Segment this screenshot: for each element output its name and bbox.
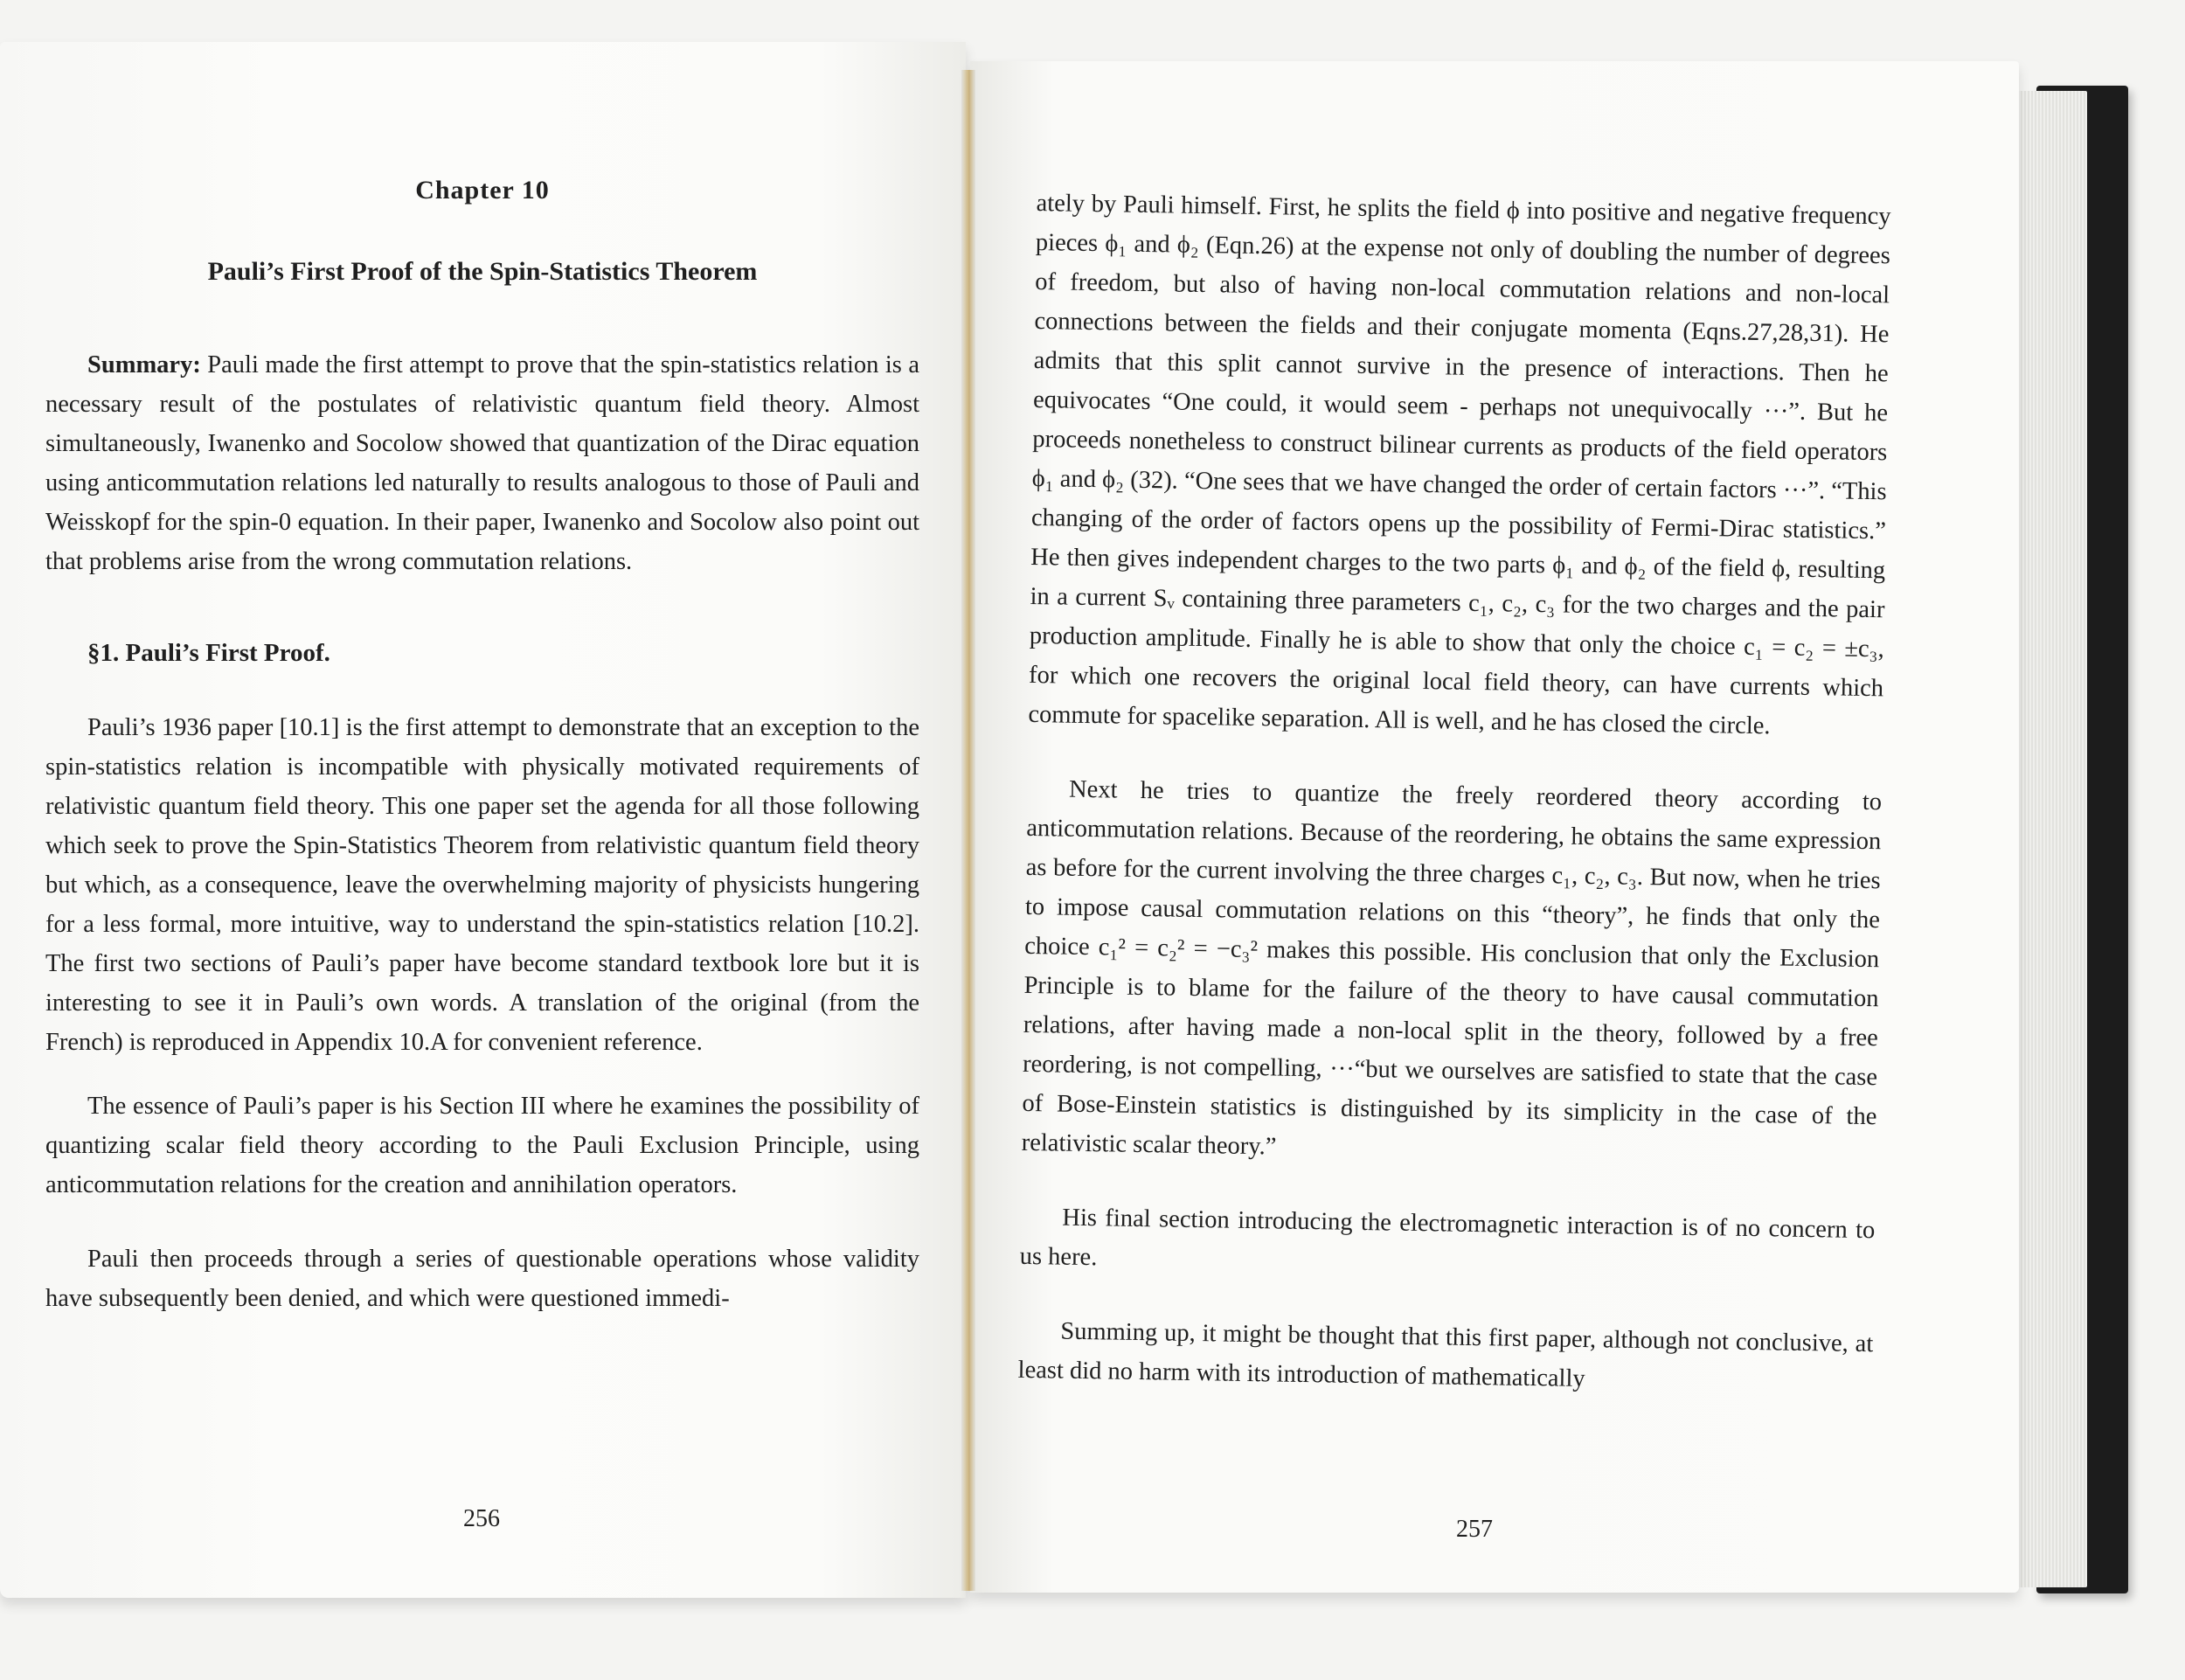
- section-heading: §1. Pauli’s First Proof.: [87, 639, 330, 667]
- summary-text: Pauli made the first attempt to prove that the spin-statistics relation is a necessary result of the postulates of relativistic quantum field theory. Almost simultaneously, Iwanenko and Socolow showed that quantization of the Dirac equation using anticommutation relations led naturally to results analogous to those of Pauli and Weisskopf for the spin-0 equation. In their paper, Iwanenko and Socolow also point out that problems arise from the wrong commutation relations.: [45, 351, 919, 575]
- chapter-label: Chapter 10: [415, 176, 550, 205]
- paragraph: Summing up, it might be thought that this first paper, although not conclusive, at least did no harm with its introduction of mathematically: [1017, 1317, 1874, 1393]
- left-page-text: [45, 170, 919, 1318]
- right-page-text: [1017, 184, 1891, 1403]
- summary-label: Summary:: [87, 351, 201, 378]
- book-gutter: [961, 70, 975, 1591]
- paragraph: Pauli’s 1936 paper [10.1] is the first attempt to demonstrate that an exception to the spin-statistics relation is incompatible with physically motivated requirements of relativistic quantum field theory. This one paper set the agenda for all those following which seek to prove the Spin-Statistics Theorem from relativistic quantum field theory but which, as a consequence, leave the overwhelming majority of physicists hungering for a less formal, more intuitive, way to understand the spin-statistics relation [10.2]. The first two sections of Pauli’s paper have become standard textbook lore but it is interesting to see it in Pauli’s own words. A translation of the original (from the French) is reproduced in Appendix 10.A for convenient reference.: [45, 714, 919, 1056]
- paragraph: Next he tries to quantize the freely reordered theory according to anticommutation relations. Because of the reordering, he obtains the same expression as before for the current involving the three charges c₁, c₂, c₃. But now, when he tries to impose causal commutation relations on this “theory”, he finds that only the choice c₁² = c₂² = −c₃² makes this possible. His conclusion that only the Exclusion Principle is to blame for the failure of the theory to have causal commutation relations, after having made a non-local split in the theory, followed by a free reordering, is not compelling, ···“but we ourselves are satisfied to state that the case of Bose-Einstein statistics is distinguished by its simplicity in the case of the relativistic scalar theory.”: [1021, 775, 1883, 1161]
- paragraph: ately by Pauli himself. First, he splits the field ϕ into positive and negative frequency pieces ϕ₁ and ϕ₂ (Eqn.26) at the expense not only of doubling the number of degrees of freedom, but also of having non-local commutation relations and non-local connections between the fields and their conjugate momenta (Eqns.27,28,31). He admits that this split cannot survive in the presence of interactions. Then he equivocates “One could, it would seem - perhaps not unequivocally ···”. But he proceeds nonetheless to construct bilinear currents as products of the field operators ϕ₁ and ϕ₂ (32). “One sees that we have changed the order of certain factors ···”. “This changing of the order of factors opens up the possibility of Fermi-Dirac statistics.” He then gives independent charges to the two parts ϕ₁ and ϕ₂ of the field ϕ, resulting in a current Sᵥ containing three parameters c₁, c₂, c₃ for the two charges and the pair production amplitude. Finally he is able to show that only the choice c₁ = c₂ = ±c₃, for which one recovers the original local field theory, can have currents which commute for spacelike separation. All is well, and he has closed the circle.: [1028, 189, 1891, 740]
- paragraph: His final section introducing the electromagnetic interaction is of no concern to us here.: [1019, 1204, 1876, 1272]
- paragraph: The essence of Pauli’s paper is his Section III where he examines the possibility of quantizing scalar field theory according to the Pauli Exclusion Principle, using anticommutation relations for the creation and annihilation operators.: [45, 1093, 919, 1198]
- summary-paragraph: [45, 345, 919, 581]
- page-number: 257: [1456, 1516, 1493, 1543]
- chapter-title: Pauli’s First Proof of the Spin-Statistics Theorem: [207, 257, 758, 286]
- paragraph: Pauli then proceeds through a series of questionable operations whose validity have subsequently been denied, and which were questioned immedi-: [45, 1246, 919, 1312]
- page-number: 256: [463, 1505, 500, 1532]
